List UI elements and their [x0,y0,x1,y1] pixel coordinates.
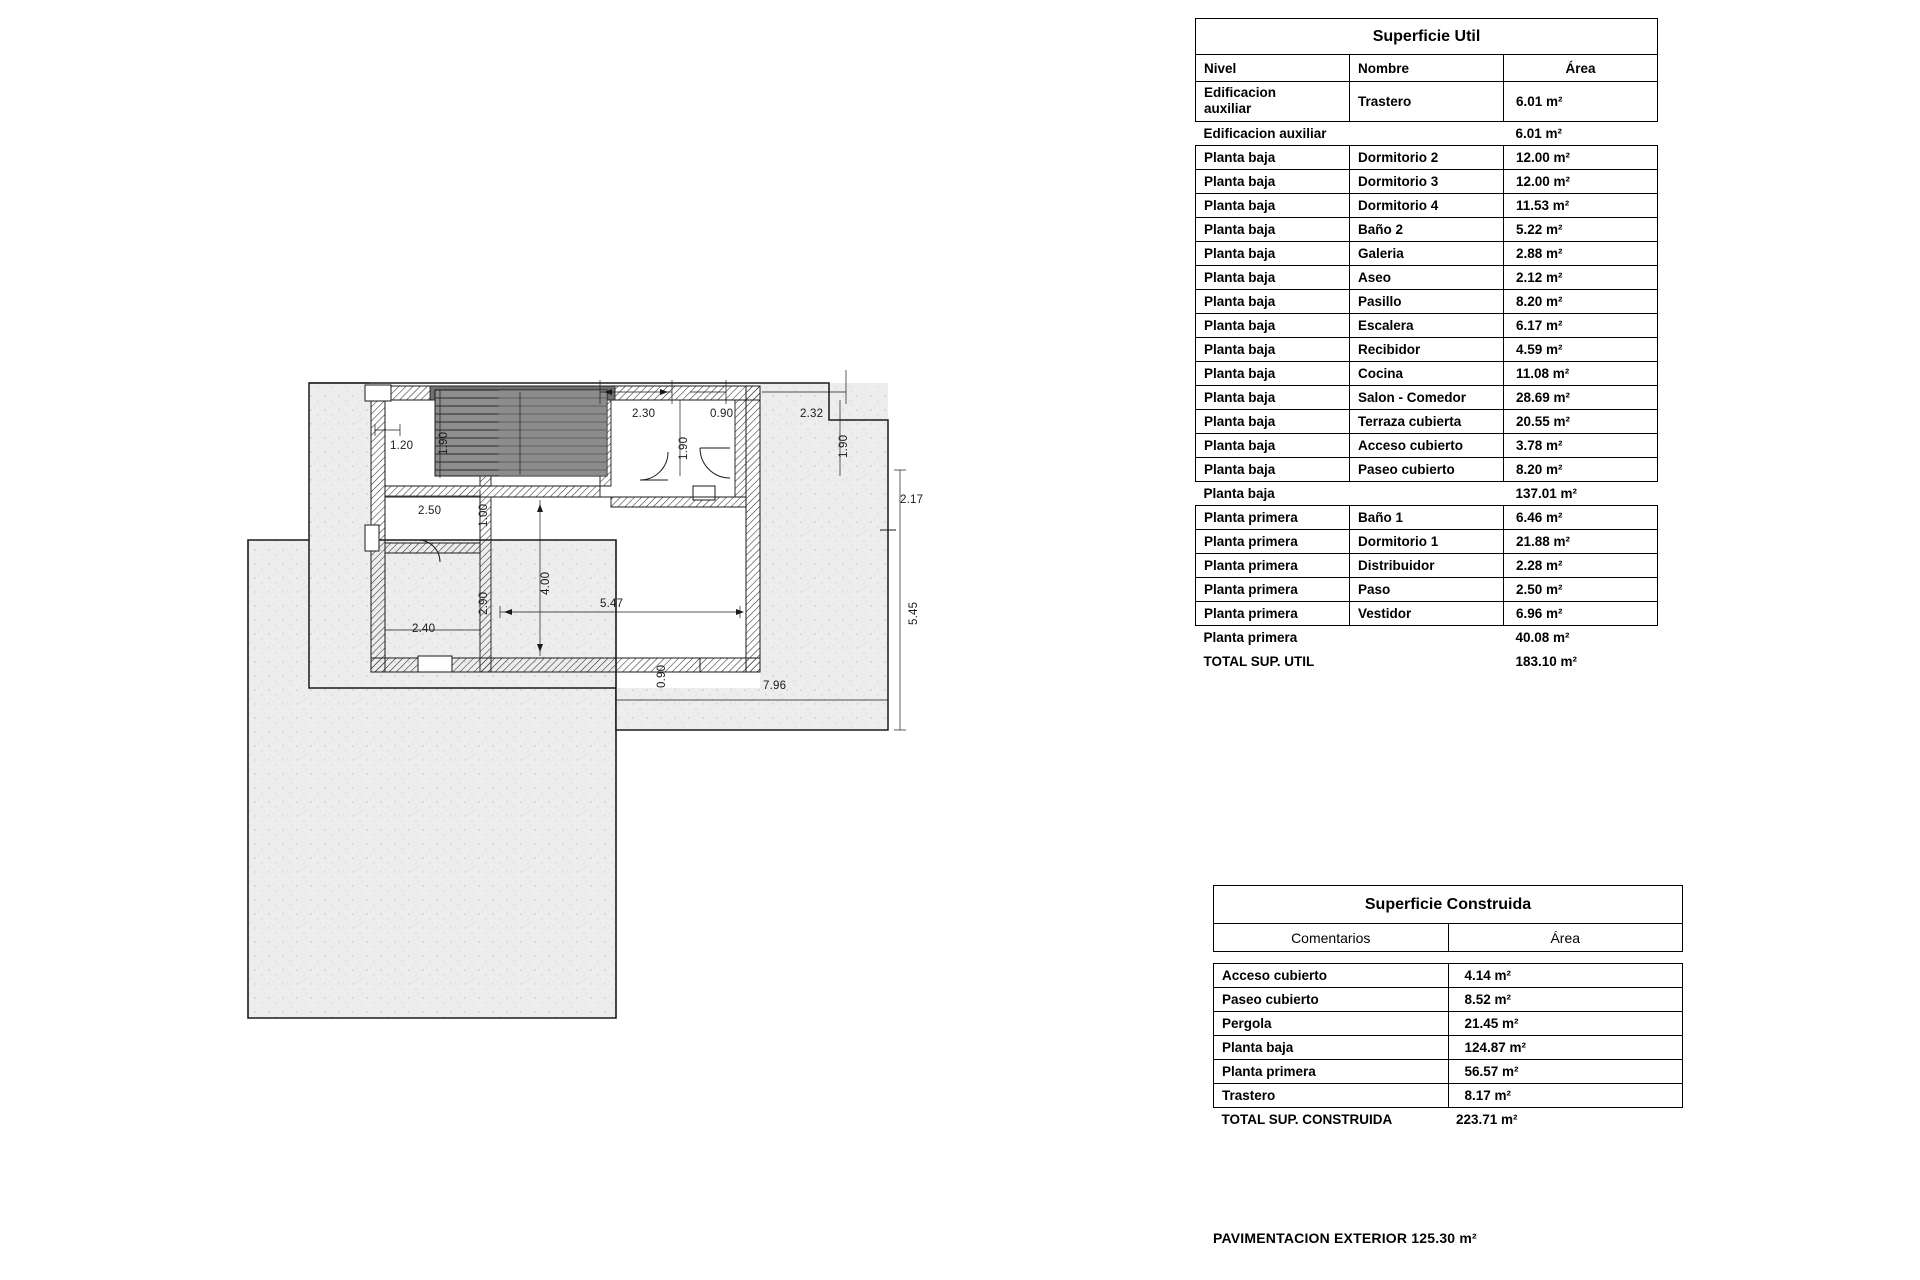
cell-nombre: Trastero [1350,82,1504,122]
column-header-area: Área [1504,55,1658,82]
superficie-construida-title: Superficie Construida [1214,886,1683,924]
cell-nivel: Planta baja [1196,457,1350,481]
cell-nivel: Planta baja [1196,241,1350,265]
subtotal-area: 40.08 m² [1515,630,1570,646]
cell-nivel: Planta primera [1196,601,1350,625]
subtotal-label: Edificacion auxiliar [1203,125,1327,141]
cell-nivel: Planta primera [1196,577,1350,601]
table-row [1196,457,1658,481]
dimension-label: 0.90 [710,408,734,420]
table-row [1196,82,1658,122]
cell-area: 8.52 m² [1448,988,1683,1012]
subtotal-area: 137.01 m² [1515,485,1578,501]
dimension-label: 2.17 [900,494,924,506]
column-header-nombre: Nombre [1350,55,1504,82]
table-row [1196,241,1658,265]
table-row [1214,1060,1683,1084]
cell-comentario: Pergola [1214,1012,1449,1036]
cell-nombre: Distribuidor [1350,553,1504,577]
cell-nivel: Planta baja [1196,313,1350,337]
dimension-label: 7.96 [763,680,787,692]
table-row [1196,217,1658,241]
table-row [1196,577,1658,601]
table-row [1196,337,1658,361]
grand-total-label: TOTAL SUP. CONSTRUIDA [1221,1112,1393,1128]
cell-nivel: Planta baja [1196,385,1350,409]
cell-comentario: Planta baja [1214,1036,1449,1060]
cell-nivel: Planta primera [1196,505,1350,529]
cell-area: 12.00 m² [1504,169,1658,193]
cell-nombre: Vestidor [1350,601,1504,625]
subtotal-row [1196,481,1658,505]
dimension-label: 5.47 [600,598,624,610]
superficie-construida-body [1214,952,1683,1132]
superficie-util-body [1196,82,1658,674]
dimension-label: 5.45 [908,601,920,625]
staircase [435,390,607,476]
cell-nombre: Cocina [1350,361,1504,385]
column-header-area-construida: Área [1448,924,1683,952]
cell-nombre: Terraza cubierta [1350,409,1504,433]
grand-total-label: TOTAL SUP. UTIL [1203,653,1315,669]
superficie-util-title-row [1196,19,1658,55]
table-row [1214,988,1683,1012]
cell-area: 2.28 m² [1504,553,1658,577]
cell-nivel: Planta baja [1196,289,1350,313]
cell-comentario: Planta primera [1214,1060,1449,1084]
cell-nombre: Dormitorio 4 [1350,193,1504,217]
terrace-area [309,383,370,672]
superficie-util-title: Superficie Util [1196,19,1658,55]
cell-comentario: Paseo cubierto [1214,988,1449,1012]
grand-total-row [1196,649,1658,673]
table-row [1196,313,1658,337]
dimension-label: 1.00 [478,503,490,527]
superficie-construida-table [1213,885,1683,1132]
cell-nivel: Planta baja [1196,193,1350,217]
cell-nombre: Paseo cubierto [1350,457,1504,481]
cell-nombre: Aseo [1350,265,1504,289]
cell-nivel: Planta primera [1196,553,1350,577]
dimension-label: 1.90 [678,436,690,460]
table-row [1196,289,1658,313]
cell-area: 5.22 m² [1504,217,1658,241]
table-row [1214,964,1683,988]
cell-nombre: Dormitorio 2 [1350,145,1504,169]
cell-comentario: Trastero [1214,1084,1449,1108]
cell-nombre: Pasillo [1350,289,1504,313]
cell-area: 2.88 m² [1504,241,1658,265]
cell-nombre: Recibidor [1350,337,1504,361]
subtotal-label: Planta primera [1203,630,1298,646]
cell-area: 11.08 m² [1504,361,1658,385]
table-row [1196,265,1658,289]
cell-nombre: Dormitorio 3 [1350,169,1504,193]
table-row [1214,1012,1683,1036]
grand-total-area: 183.10 m² [1515,653,1578,669]
cell-area: 3.78 m² [1504,433,1658,457]
cell-area: 56.57 m² [1448,1060,1683,1084]
table-row [1214,1036,1683,1060]
dimension-label: 0.90 [656,664,668,688]
table-row [1196,529,1658,553]
cell-nivel: Planta baja [1196,433,1350,457]
cell-area: 124.87 m² [1448,1036,1683,1060]
dimension-label: 4.00 [540,571,552,595]
cell-area: 4.59 m² [1504,337,1658,361]
subtotal-row [1196,121,1658,145]
cell-nivel: Planta baja [1196,169,1350,193]
table-row [1196,145,1658,169]
superficie-construida-title-row [1214,886,1683,924]
subtotal-label: Planta baja [1203,485,1275,501]
grand-total-area: 223.71 m² [1456,1112,1518,1128]
table-row [1196,361,1658,385]
cell-area: 4.14 m² [1448,964,1683,988]
column-header-nivel: Nivel [1196,55,1350,82]
cell-nivel: Planta baja [1196,217,1350,241]
cell-area: 6.46 m² [1504,505,1658,529]
table-row [1196,193,1658,217]
table-row [1196,169,1658,193]
cell-nombre: Escalera [1350,313,1504,337]
cell-area: 6.96 m² [1504,601,1658,625]
table-row [1196,505,1658,529]
cell-area: 28.69 m² [1504,385,1658,409]
dimension-label: 2.32 [800,408,824,420]
cell-nivel: Planta baja [1196,361,1350,385]
table-row [1196,601,1658,625]
table-row [1196,433,1658,457]
cell-area: 20.55 m² [1504,409,1658,433]
column-header-comentarios: Comentarios [1214,924,1449,952]
cell-nombre: Acceso cubierto [1350,433,1504,457]
spacer-row [1214,952,1683,964]
cell-nombre: Baño 2 [1350,217,1504,241]
cell-nombre: Paso [1350,577,1504,601]
cell-comentario: Acceso cubierto [1214,964,1449,988]
cell-nombre: Baño 1 [1350,505,1504,529]
superficie-util-table [1195,18,1658,673]
cell-nombre: Galeria [1350,241,1504,265]
cell-nivel: Planta baja [1196,337,1350,361]
dimension-label: 2.90 [478,591,490,615]
cell-nivel: Planta baja [1196,409,1350,433]
cell-area: 8.20 m² [1504,457,1658,481]
superficie-util-header-row [1196,55,1658,82]
cell-area: 12.00 m² [1504,145,1658,169]
cell-area: 21.45 m² [1448,1012,1683,1036]
superficie-construida-header-row [1214,924,1683,952]
area-schedule-panel [1195,0,1895,1280]
grand-total-row [1214,1108,1683,1132]
table-row [1196,553,1658,577]
dimension-label: 1.20 [390,440,414,452]
subtotal-row [1196,625,1658,649]
subtotal-area: 6.01 m² [1515,125,1563,141]
cell-nivel: Planta baja [1196,145,1350,169]
table-row [1214,1084,1683,1108]
cell-area: 2.12 m² [1504,265,1658,289]
cell-area: 11.53 m² [1504,193,1658,217]
cell-area: 21.88 m² [1504,529,1658,553]
cell-nombre: Salon - Comedor [1350,385,1504,409]
cell-nivel: Planta baja [1196,265,1350,289]
cell-nivel: Planta primera [1196,529,1350,553]
table-row [1196,385,1658,409]
dimension-label: 1.90 [438,431,450,455]
table-row [1196,409,1658,433]
cell-area: 6.01 m² [1504,82,1658,122]
cell-area: 6.17 m² [1504,313,1658,337]
cell-area: 2.50 m² [1504,577,1658,601]
cell-nivel: Edificacion auxiliar [1196,82,1350,122]
pavimentacion-exterior-note: PAVIMENTACION EXTERIOR 125.30 m² [1213,1230,1477,1246]
cell-area: 8.17 m² [1448,1084,1683,1108]
cell-nombre: Dormitorio 1 [1350,529,1504,553]
dimension-label: 2.50 [418,505,442,517]
cell-area: 8.20 m² [1504,289,1658,313]
dimension-label: 2.30 [632,408,656,420]
dimension-label: 1.90 [838,434,850,458]
dimension-label: 2.40 [412,623,436,635]
